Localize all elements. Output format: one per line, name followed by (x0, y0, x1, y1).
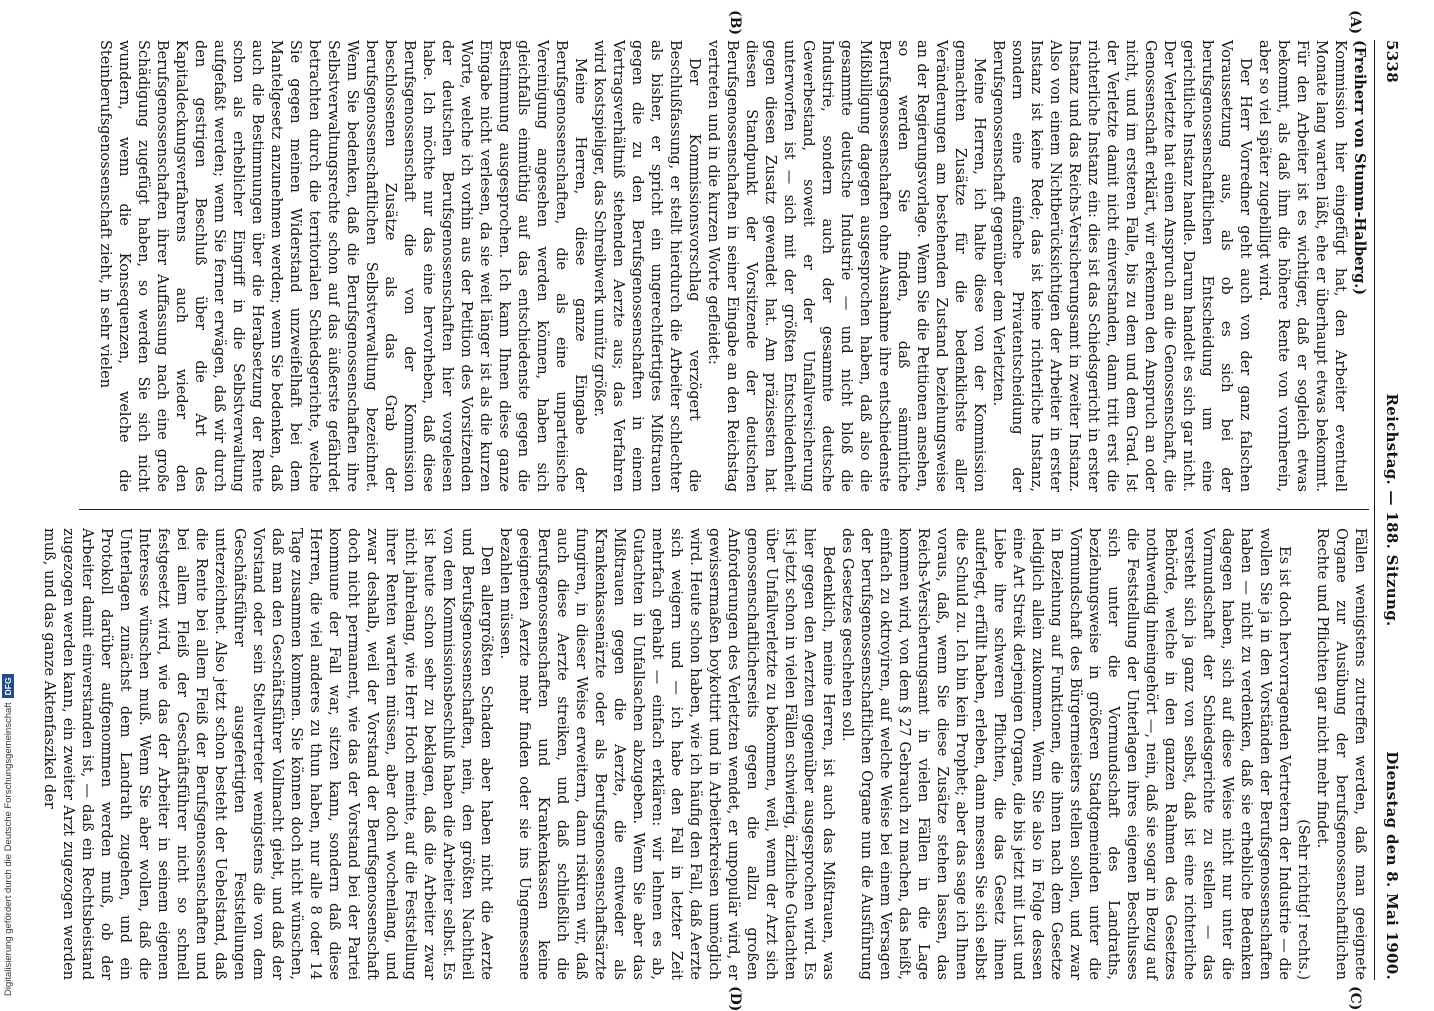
session-date: Dienstag den 8. Mai 1900. (1383, 751, 1401, 980)
digitization-credit (2, 596, 18, 996)
margin-mark-d: (D) (727, 986, 743, 1011)
paragraph: Es ist doch hervorragenden Vertretern der Industrie — die wollen Sie ja in den Vorständen der Berufsgenossenschaften haben — nicht zu verdenken, daß sie erhebliche Bedenken dagegen haben, sich auf diese Weise nicht nur unter die Vormundschaft der Schiedsgerichte zu stellen — das versteht sich ja ganz von selbst, daß ist eine richterliche Behörde, welche in den ganzen Rahmen des Gesetzes nothwendig hineingehört —, nein, daß sie sogar in Bezug auf die Feststellung der Unterlagen ihres eigenen Beschlusses sich unter die Vormundschaft des Landraths, beziehungsweise in größeren Stadtgemeinden unter die Vormundschaft des Bürgermeisters stellen sollen, und zwar in Beziehung auf Funktionen, die ihnen nach dem Gesetze lediglich allein zukommen. Wenn Sie also in Folge dessen eine Art Streik derjenigen Organe, die bis jetzt mit Lust und Liebe ihre schweren Pflichten, die das Gesetz ihnen auferlegt, erfüllt haben, erleben, dann messen Sie sich selbst die Schuld zu. Ich bin kein Prophet; aber das sage ich Ihnen voraus, daß, wenn Sie diese Zusätze stehen lassen, das Reichs-Versicherungsamt in vielen Fällen in die Lage kommen wird, von dem § 27 Gebrauch zu machen, das heißt, einfach zu oktroyiren, auf welche Weise bei einem Versagen der berufsgenossenschaftlichen Organe nun die Ausführung des Gesetzes geschehen soll. (839, 528, 1292, 980)
margin-mark-c: (C) (1347, 986, 1363, 1011)
quoted-paragraph: Der Kommissionsvorschlag verzögert die Beschlußfassung, er stellt hierdurch die Arbeiter schlechter als bisher, er spricht ein ungerechtfertigtes Mißtrauen gegen die zu den Berufsgenossenschaften in einem Vertragsverhältniß stehenden Aerzte aus; das Verfahren wird kostspieliger, das Schreibwerk unnütz größer. (591, 40, 702, 492)
paragraph: Der Herr Vorredner geht auch von der ganz falschen Voraussetzung aus, als ob es sich bei der berufsgenossenschaftlichen Entscheidung um eine gerichtliche Instanz handle. Darum handelt es sich gar nicht. Der Verletzte hat einen Anspruch an die Genossenschaft, die Genossenschaft erklärt, wir erkennen den Anspruch an oder nicht, und im ersteren Falle, bis zu dem und dem Grad. Ist der Verletzte damit nicht einverstanden, dann tritt erst die richterliche Instanz ein: dies ist das Schiedsgericht in erster Instanz und das Reichs-Versicherungsamt in zweiter Instanz. Also von einem Nichtberücksichtigen der Arbeiter in erster Instanz ist keine Rede; das ist keine richterliche Instanz, sondern eine einfache Privatentscheidung der Berufsgenossenschaft gegenüber dem Verletzten. (990, 40, 1253, 492)
margin-mark-a: (A) (1347, 10, 1363, 35)
column-divider (79, 509, 1369, 510)
speaker-name: (Freiherr von Stumm-Halberg.) (1351, 40, 1368, 296)
left-column (79, 40, 1369, 492)
paragraph: Fällen wenigstens zutreffen werden, daß man geeignete Organe zur Ausübung der berufsgenossenschaftlichen Rechte und Pflichten gar nicht mehr findet. (1314, 528, 1368, 980)
paragraph: Meine Herren, ich halte diese von der Kommission gemachten Zusätze für die bedenklichste aller Veränderungen am bestehenden Zustand beziehungsweise an der Regierungsvorlage. Wenn Sie die Petitionen ansehen, so werden Sie finden, daß sämmtliche Berufsgenossenschaften ohne Ausnahme ihre entschiedenste Mißbilligung dagegen ausgesprochen haben, daß also die gesammte deutsche Industrie — und nicht bloß die Industrie, sondern auch der gesammte deutsche Gewerbestand, soweit er der Unfallversicherung unterworfen ist — sich mit der größten Entschiedenheit gegen diesen Zusatz gewendet hat. Am präzisesten hat diesen Standpunkt der Vorsitzende der deutschen Berufsgenossenschaften in seiner Eingabe an den Reichstag vertreten und in die kurzen Worte gefleidet: (705, 40, 987, 492)
header-rule (1374, 40, 1375, 980)
credit-text: Digitalisierung gefördert durch die Deutsche Forschungsgemeinschaft (3, 702, 14, 996)
paragraph: Kommission hier eingefügt hat, den Arbeiter eventuell Monate lang warten läßt, ehe er überhaupt etwas bekommt. Für den Arbeiter ist es wichtiger, daß er sogleich etwas bekommt, als daß ihm die höhere Rente von vornherein, aber so viel später zugebilligt wird. (1256, 40, 1348, 492)
dfg-logo: DFG (2, 674, 14, 698)
rotated-page-content (41, 10, 1403, 1011)
paragraph: Bedenklich, meine Herren, ist auch das Mißtrauen, was hier gegen den Aerzten gegenüber ausgesprochen wird. Es ist jetzt schon in vielen Fällen schwierig, ärztliche Gutachten über Unfallverletzte zu bekommen, weil, wenn der Arzt sich genossenschaftlicherseits gegen die allzu großen Anforderungen des Verletzten wendet, er unpopulär wird, er gewissermaßen boykottirt und in Arbeiterkreisen unmöglich wird. Heute schon haben, wie ich häufig den Fall, daß Aerzte sich weigern und — ich habe den Fall in letzter Zeit mehrfach gehabt — einfach erklären: wir lehnen es ab, Gutachten in Unfallsachen abzugeben. Wenn Sie aber das Mißtrauen gegen die Aerzte, die entweder als Krankenkassenärzte oder als Berufsgenossenschaftsärzte fungiren, in dieser Weise erweitern, dann riskiren wir, daß auch diese Aerzte streiken, und daß schließlich die Berufsgenossenschaften und Krankenkassen keine geeigneten Aerzte mehr finden oder sie ins Ungemessene bezahlen müssen. (497, 528, 836, 980)
page-header (1377, 40, 1403, 980)
right-column (41, 528, 1369, 980)
page-number: 5338 (1383, 40, 1401, 83)
interjection-remark: (Sehr richtig! rechts.) (1295, 819, 1311, 980)
running-title: Reichstag. — 188. Sitzung. (1383, 393, 1401, 627)
paragraph: Meine Herren, diese ganze Eingabe der Berufsgenossenschaften, die als eine unparteiische Vereinigung angesehen werden können, haben sich gleichfalls einmüthig auf das entschiedenste gegen die Bestimmung ausgesprochen. Ich kann Ihnen diese ganze Eingabe nicht verlesen, da sie weit länger ist als die kurzen Worte, welche ich vorhin aus der Petition des Vorsitzenden der deutschen Berufsgenossenschaften hier vorgelesen habe. Ich möchte nur das eine hervorheben, daß diese Berufsgenossenschaft die von der Kommission beschlossenen Zusätze als das Grab der berufsgenossenschaftlichen Selbstverwaltung bezeichnet. Wenn Sie bedenken, daß die Berufsgenossenschaften ihre Selbstverwaltungsrechte schon auf das äußerste gefährdet betrachten durch die territorialen Schiedsgerichte, welche Sie gegen meinen Widerstand unzweifelhaft bei dem Mantelgesetz anzunehmen werden; wenn Sie bedenken, daß auch die Bestimmungen über die Herabsetzung der Rente schon als erheblicher Eingriff in die Selbstverwaltung aufgefaßt werden; wenn Sie ferner erwägen, daß wir durch den gestrigen Beschluß über die Art des Kapitaldeckungsverfahrens auch wieder den Berufsgenossenschaften ihrer Auffassung nach eine große Schädigung zugefügt haben, so werden Sie sich nicht wundern, wenn die Konsequenzen, welche die Steinberufsgenossenschaft zieht, in sehr vielen (97, 40, 588, 492)
paragraph: Den allergrößten Schaden aber haben nicht die Aerzte und Berufsgenossenschaften, nein, den größten Nachtheil von dem Kommissionsbeschluß haben die Arbeiter selbst. Es ist heute schon sehr zu beklagen, daß die Arbeiter zwar nicht jahrelang, wie Herr Hoch meinte, auf die Feststellung ihrer Renten warten müssen, aber doch wochenlang, und zwar deshalb, weil der Vorstand der Berufsgenossenschaft doch nicht permanent, wie das der Vorstand bei der Partei kommune der Fall war, sitzen kann, sondern daß diese Herren, die viel anderes zu thun haben, nur alle 8 oder 14 Tage zusammen kommen. Sie können doch nicht wünschen, daß man den Geschäftsführer Vollmacht giebt, und daß der Vorstand oder sein Stellvertreter wenigstens die von dem Geschäftsführer ausgefertigten Feststellungen unterzeichnet. Also jetzt schon besteht der Uebelstand, daß die Rente bei allem Fleiß der Berufsgenossenschaften und bei allem Fleiß der Geschäftsführer nicht so schnell festgesetzt wird, wie das der Arbeiter in seinem eigenen Interesse wünschen muß. Wenn Sie aber wollen, daß die Unterlagen zunächst dem Landrath zugehen, und ein Protokoll darüber aufgenommen werden muß, ob der Arbeiter damit einverstanden ist, — daß ein Rechtsbeistand zugezogen werden kann, ein zweiter Arzt zugezogen werden muß, und das ganze Aktenfaszikel der (41, 528, 494, 980)
speaker-attribution (1349, 40, 1369, 492)
margin-mark-b: (B) (727, 10, 743, 36)
